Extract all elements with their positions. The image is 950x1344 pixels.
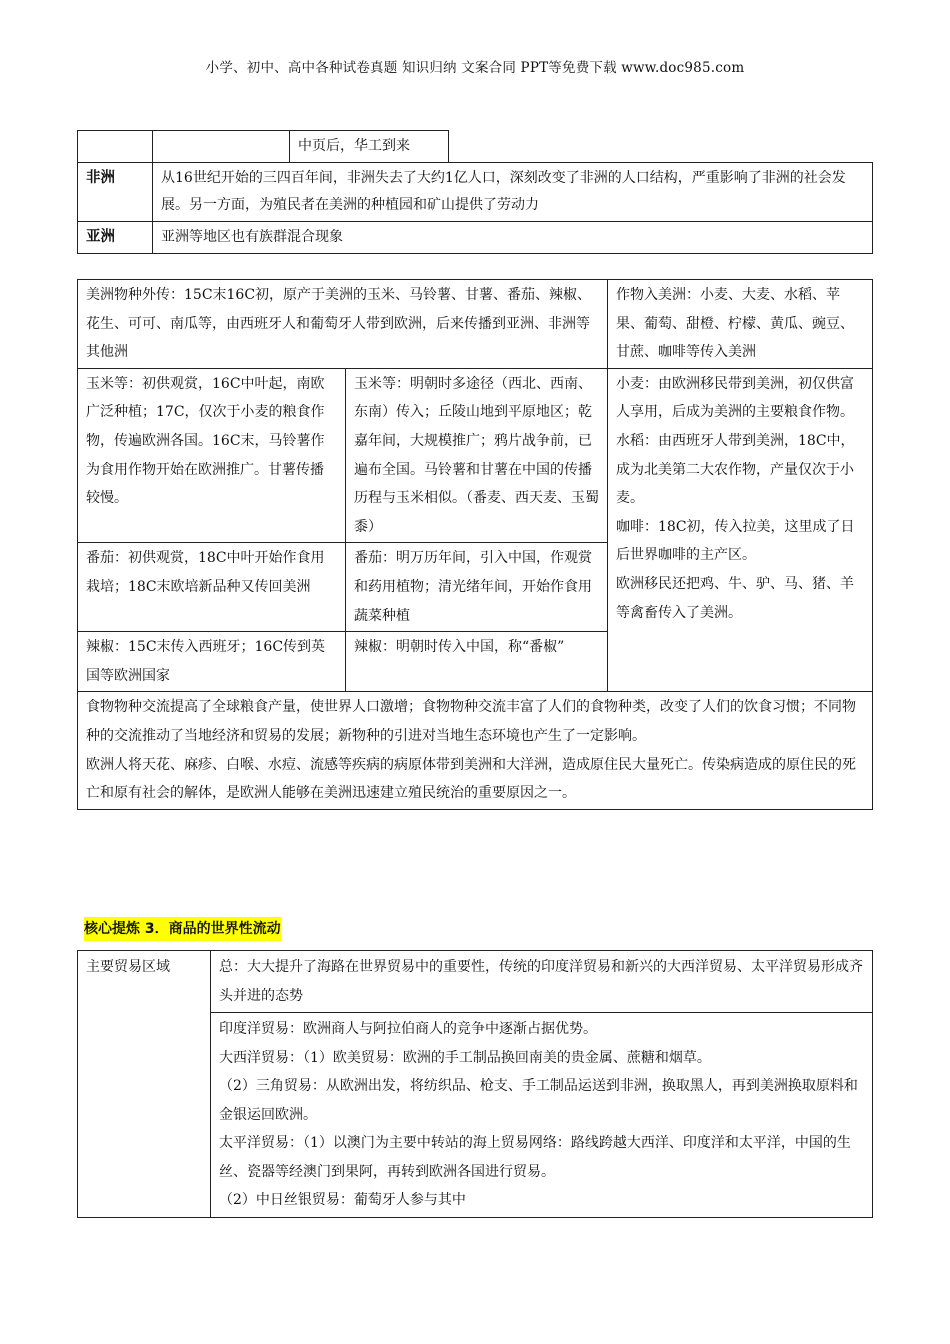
row-label-africa: 非洲 [78, 163, 153, 222]
wheat-text: 小麦：由欧洲移民带到美洲，初仅供富人享用，后成为美洲的主要粮食作物。 [616, 375, 854, 421]
trade-region-label: 主要贸易区域 [78, 951, 211, 1218]
trade-table [77, 950, 873, 1218]
corn-europe-cell: 玉米等：初供观赏，16C中叶起，南欧广泛种植；17C，仅次于小麦的粮食作物，传遍欧洲各国。16C末，马铃薯作为食用作物开始在欧洲推广。甘薯传播较慢。 [78, 368, 346, 543]
atlantic-text: 大西洋贸易：（1）欧美贸易：欧洲的手工制品换回南美的贵金属、蔗糖和烟草。 [219, 1049, 711, 1066]
table-row [78, 692, 873, 809]
tomato-china-cell: 番茄：明万历年间，引入中国，作观赏和药用植物；清光绪年间，开始作食用蔬菜种植 [346, 543, 608, 632]
impact-cell [78, 692, 873, 809]
table-row [78, 131, 873, 163]
page-header: 小学、初中、高中各种试卷真题 知识归纳 文案合同 PPT等免费下载 www.doc985.com [205, 60, 745, 76]
corn-china-cell: 玉米等：明朝时多途径（西北、西南、东南）传入；丘陵山地到平原地区；乾嘉年间，大规模推广；鸦片战争前，已遍布全国。马铃薯和甘薯在中国的传播历程与玉米相似。（番麦、西天麦、玉蜀黍） [346, 368, 608, 543]
americas-outbound-cell: 美洲物种外传：15C末16C初，原产于美洲的玉米、马铃薯、甘薯、番茄、辣椒、花生、可可、南瓜等，由西班牙人和葡萄牙人带到欧洲，后来传播到亚洲、非洲等其他洲 [78, 280, 608, 369]
section-title: 核心提炼 3．商品的世界性流动 [84, 917, 281, 941]
table-row [78, 222, 873, 254]
food-impact-text: 食物物种交流提高了全球粮食产量，使世界人口激增；食物物种交流丰富了人们的食物种类，改变了人们的饮食习惯；不同物种的交流推动了当地经济和贸易的发展；新物种的引进对当地生态环境也产生了一定影响。 [86, 699, 856, 744]
table-cell [449, 131, 873, 163]
triangle-trade-text: （2）三角贸易：从欧洲出发，将纺织品、枪支、手工制品运送到非洲，换取黑人，再到美洲换取原料和金银运回欧洲。 [219, 1078, 858, 1123]
row-text-asia: 亚洲等地区也有族群混合现象 [153, 222, 873, 254]
inbound-crops-cell [608, 368, 873, 692]
livestock-text: 欧洲移民还把鸡、牛、驴、马、猪、羊等禽畜传入了美洲。 [616, 575, 854, 621]
disease-impact-text: 欧洲人将天花、麻疹、白喉、水痘、流感等疾病的病原体带到美洲和大洋洲，造成原住民大量死亡。传染病造成的原住民的死亡和原有社会的解体，是欧洲人能够在美洲迅速建立殖民统治的重要原因之一。 [86, 756, 856, 802]
pepper-china-cell: 辣椒：明朝时传入中国，称“番椒” [346, 632, 608, 692]
table-cell [78, 131, 153, 163]
americas-inbound-cell: 作物入美洲：小麦、大麦、水稻、苹果、葡萄、甜橙、柠檬、黄瓜、豌豆、甘蔗、咖啡等传入美洲 [608, 280, 873, 369]
table-row [78, 163, 873, 222]
table-row [78, 951, 873, 1013]
table-cell [153, 131, 290, 163]
table-row [78, 368, 873, 543]
trade-details-cell [211, 1013, 873, 1218]
trade-summary-cell: 总：大大提升了海路在世界贸易中的重要性，传统的印度洋贸易和新兴的大西洋贸易、太平洋贸易形成齐头并进的态势 [211, 951, 873, 1013]
table-cell: 中页后，华工到来 [290, 131, 449, 163]
tomato-europe-cell: 番茄：初供观赏，18C中叶开始作食用栽培；18C末欧培新品种又传回美洲 [78, 543, 346, 632]
population-table [77, 130, 873, 254]
rice-text: 水稻：由西班牙人带到美洲，18C中，成为北美第二大农作物，产量仅次于小麦。 [616, 432, 855, 507]
species-exchange-table [77, 279, 873, 810]
indian-ocean-text: 印度洋贸易：欧洲商人与阿拉伯商人的竞争中逐渐占据优势。 [219, 1021, 597, 1037]
pacific-text: 太平洋贸易：（1）以澳门为主要中转站的海上贸易网络：路线跨越大西洋、印度洋和太平洋，中国的生丝、瓷器等经澳门到果阿，再转到欧洲各国进行贸易。 [219, 1135, 851, 1180]
table-row [78, 280, 873, 369]
coffee-text: 咖啡：18C初，传入拉美，这里成了日后世界咖啡的主产区。 [616, 518, 855, 564]
row-text-africa: 从16世纪开始的三四百年间，非洲失去了大约1亿人口，深刻改变了非洲的人口结构，严重影响了非洲的社会发展。另一方面，为殖民者在美洲的种植园和矿山提供了劳动力 [153, 163, 873, 222]
row-label-asia: 亚洲 [78, 222, 153, 254]
silk-silver-text: （2）中日丝银贸易：葡萄牙人参与其中 [219, 1192, 466, 1208]
pepper-europe-cell: 辣椒：15C末传入西班牙；16C传到英国等欧洲国家 [78, 632, 346, 692]
